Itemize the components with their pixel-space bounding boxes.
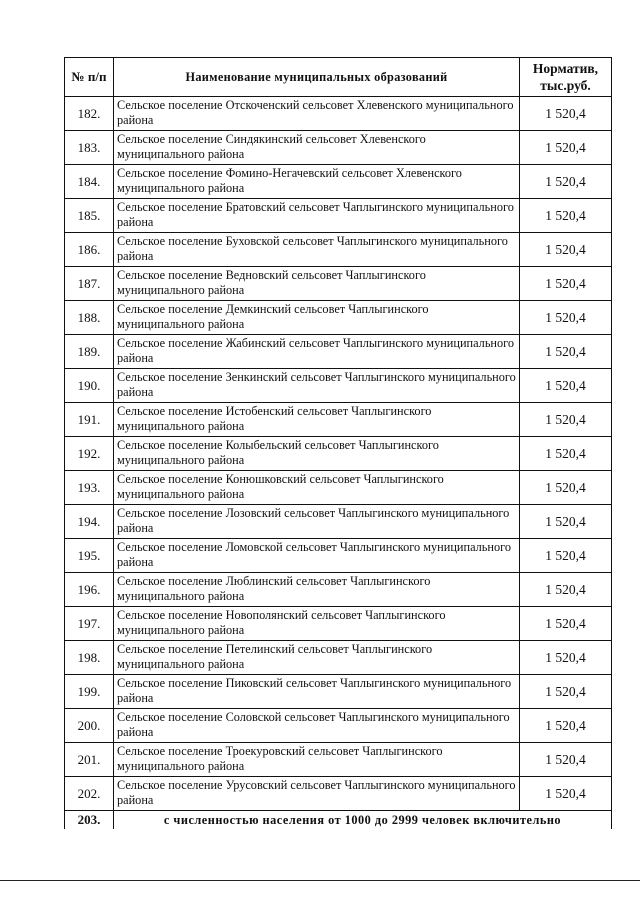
table-row	[65, 165, 612, 199]
table-row	[65, 573, 612, 607]
row-name: Сельское поселение Люблинский сельсовет Чаплыгинского муниципального района	[114, 573, 520, 607]
row-number: 187.	[65, 267, 114, 301]
table-body	[65, 97, 612, 830]
row-name: Сельское поселение Троекуровский сельсовет Чаплыгинского муниципального района	[114, 743, 520, 777]
row-number: 200.	[65, 709, 114, 743]
row-number: 196.	[65, 573, 114, 607]
row-number: 202.	[65, 777, 114, 811]
subheader-number: 203.	[65, 811, 114, 830]
header-name: Наименование муниципальных образований	[114, 58, 520, 97]
row-value: 1 520,4	[520, 539, 612, 573]
row-value: 1 520,4	[520, 403, 612, 437]
row-name: Сельское поселение Фомино-Негачевский сельсовет Хлевенского муниципального района	[114, 165, 520, 199]
table-row	[65, 131, 612, 165]
row-number: 199.	[65, 675, 114, 709]
table-row	[65, 539, 612, 573]
header-num: № п/п	[65, 58, 114, 97]
row-value: 1 520,4	[520, 233, 612, 267]
row-number: 191.	[65, 403, 114, 437]
table-row	[65, 233, 612, 267]
table-row	[65, 743, 612, 777]
table-row	[65, 335, 612, 369]
row-number: 184.	[65, 165, 114, 199]
row-number: 195.	[65, 539, 114, 573]
row-name: Сельское поселение Пиковский сельсовет Чаплыгинского муниципального района	[114, 675, 520, 709]
row-value: 1 520,4	[520, 97, 612, 131]
row-number: 193.	[65, 471, 114, 505]
row-value: 1 520,4	[520, 743, 612, 777]
table-row	[65, 777, 612, 811]
subheader-text: с численностью населения от 1000 до 2999 человек включительно	[114, 811, 612, 830]
row-number: 188.	[65, 301, 114, 335]
row-number: 182.	[65, 97, 114, 131]
table-row	[65, 267, 612, 301]
row-value: 1 520,4	[520, 641, 612, 675]
row-value: 1 520,4	[520, 471, 612, 505]
table-row	[65, 199, 612, 233]
row-value: 1 520,4	[520, 369, 612, 403]
table-row	[65, 675, 612, 709]
row-value: 1 520,4	[520, 335, 612, 369]
row-name: Сельское поселение Конюшковский сельсовет Чаплыгинского муниципального района	[114, 471, 520, 505]
row-name: Сельское поселение Демкинский сельсовет Чаплыгинского муниципального района	[114, 301, 520, 335]
row-name: Сельское поселение Синдякинский сельсовет Хлевенского муниципального района	[114, 131, 520, 165]
row-name: Сельское поселение Жабинский сельсовет Чаплыгинского муниципального района	[114, 335, 520, 369]
table-row	[65, 471, 612, 505]
row-name: Сельское поселение Братовский сельсовет Чаплыгинского муниципального района	[114, 199, 520, 233]
table-row	[65, 97, 612, 131]
table-row	[65, 641, 612, 675]
table-row	[65, 369, 612, 403]
table-header-row	[65, 58, 612, 97]
table-row	[65, 403, 612, 437]
row-value: 1 520,4	[520, 505, 612, 539]
row-value: 1 520,4	[520, 165, 612, 199]
row-value: 1 520,4	[520, 573, 612, 607]
row-number: 190.	[65, 369, 114, 403]
table-row	[65, 437, 612, 471]
row-value: 1 520,4	[520, 709, 612, 743]
row-name: Сельское поселение Отскоченский сельсовет Хлевенского муниципального района	[114, 97, 520, 131]
norms-table	[64, 57, 612, 829]
row-number: 201.	[65, 743, 114, 777]
row-number: 192.	[65, 437, 114, 471]
table-row	[65, 505, 612, 539]
row-name: Сельское поселение Новополянский сельсовет Чаплыгинского муниципального района	[114, 607, 520, 641]
row-name: Сельское поселение Ломовской сельсовет Чаплыгинского муниципального района	[114, 539, 520, 573]
table-row	[65, 709, 612, 743]
row-name: Сельское поселение Истобенский сельсовет Чаплыгинского муниципального района	[114, 403, 520, 437]
row-name: Сельское поселение Колыбельский сельсовет Чаплыгинского муниципального района	[114, 437, 520, 471]
row-value: 1 520,4	[520, 131, 612, 165]
row-name: Сельское поселение Ведновский сельсовет Чаплыгинского муниципального района	[114, 267, 520, 301]
row-number: 186.	[65, 233, 114, 267]
row-number: 183.	[65, 131, 114, 165]
page-bottom-rule	[0, 880, 640, 881]
header-value: Норматив, тыс.руб.	[520, 58, 612, 97]
row-value: 1 520,4	[520, 301, 612, 335]
row-value: 1 520,4	[520, 675, 612, 709]
row-value: 1 520,4	[520, 199, 612, 233]
row-number: 197.	[65, 607, 114, 641]
row-number: 189.	[65, 335, 114, 369]
row-value: 1 520,4	[520, 607, 612, 641]
row-name: Сельское поселение Буховской сельсовет Чаплыгинского муниципального района	[114, 233, 520, 267]
row-number: 198.	[65, 641, 114, 675]
row-value: 1 520,4	[520, 437, 612, 471]
row-name: Сельское поселение Соловской сельсовет Чаплыгинского муниципального района	[114, 709, 520, 743]
row-name: Сельское поселение Петелинский сельсовет Чаплыгинского муниципального района	[114, 641, 520, 675]
table-row	[65, 607, 612, 641]
row-number: 194.	[65, 505, 114, 539]
row-name: Сельское поселение Зенкинский сельсовет Чаплыгинского муниципального района	[114, 369, 520, 403]
table-subheader-row	[65, 811, 612, 830]
row-name: Сельское поселение Урусовский сельсовет Чаплыгинского муниципального района	[114, 777, 520, 811]
row-number: 185.	[65, 199, 114, 233]
row-value: 1 520,4	[520, 777, 612, 811]
table-row	[65, 301, 612, 335]
row-name: Сельское поселение Лозовский сельсовет Чаплыгинского муниципального района	[114, 505, 520, 539]
row-value: 1 520,4	[520, 267, 612, 301]
